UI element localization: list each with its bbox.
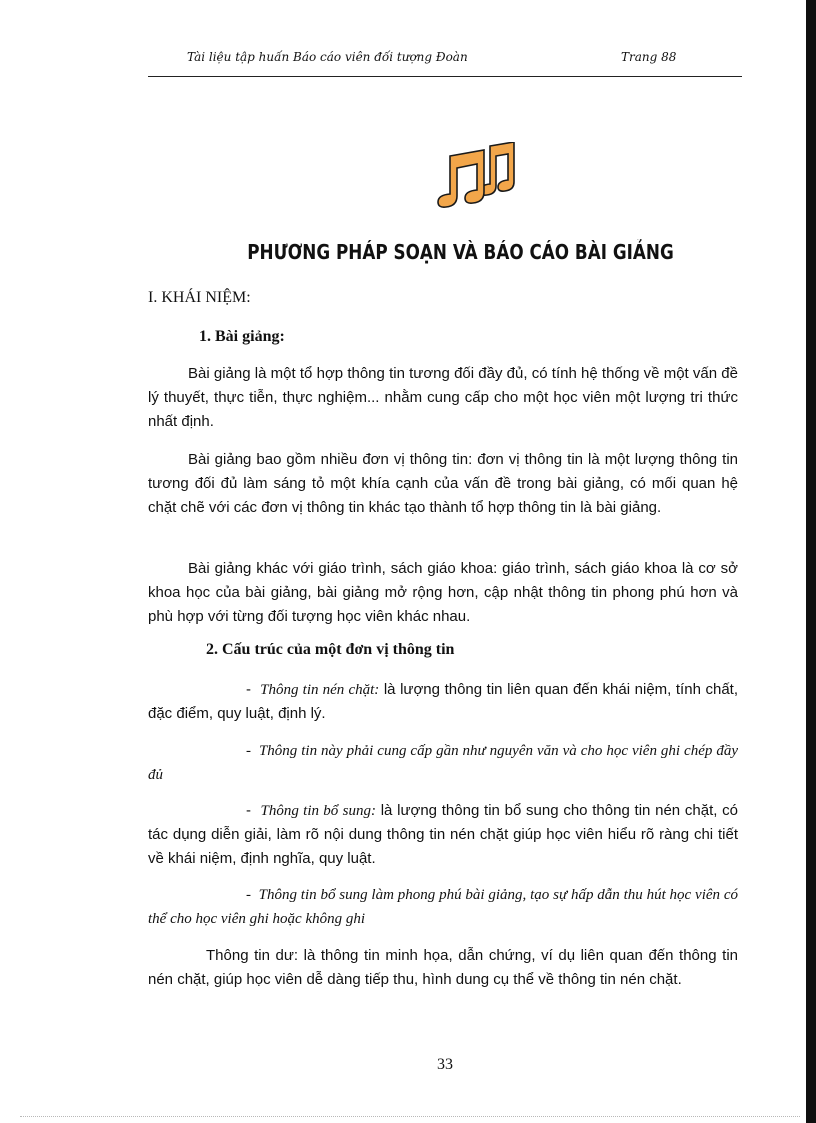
list-item-supplementary-note	[148, 883, 738, 931]
list-item-supplementary-info	[148, 799, 738, 871]
page-number: 33	[437, 1056, 453, 1073]
list-item-text: Thông tin này phải cung cấp gần như nguyên văn và cho học viên ghi chép đầy đủ	[148, 743, 738, 783]
list-dash: -	[246, 743, 251, 759]
list-item-compressed-note	[148, 739, 738, 787]
paragraph-redundant-info: Thông tin dư: là thông tin minh họa, dẫn chứng, ví dụ liên quan đến thông tin nén chặt, giúp học viên dễ dàng tiếp thu, hình dung cụ thể về thông tin nén chặt.	[148, 947, 738, 988]
subheading-info-unit-structure: 2. Cấu trúc của một đơn vị thông tin	[206, 641, 455, 658]
list-dash: -	[246, 887, 251, 903]
page-shadow-right	[806, 0, 816, 1123]
header-rule	[148, 76, 742, 77]
subheading-lecture: 1. Bài giảng:	[199, 328, 285, 345]
paragraph-lecture-units: Bài giảng bao gồm nhiều đơn vị thông tin: đơn vị thông tin là một lượng thông tin tương đối đủ làm sáng tỏ một khía cạnh của vấn đề trong bài giảng, có mối quan hệ chặt chẽ với các đơn vị thông tin khác tạo thành tổ hợp thông tin là bài giảng.	[148, 451, 738, 516]
list-item-compressed-info	[148, 678, 738, 726]
section-heading-concepts: I. KHÁI NIỆM:	[148, 289, 251, 306]
list-dash: -	[246, 681, 251, 698]
list-item-text: là lượng thông tin liên quan đến khái niệm, tính chất, đặc điểm, quy luật, định lý.	[148, 681, 739, 722]
term-compressed-info: Thông tin nén chặt:	[260, 682, 380, 698]
list-item-text: Thông tin bổ sung làm phong phú bài giảng, tạo sự hấp dẫn thu hút học viên có thể cho học viên ghi hoặc không ghi	[148, 887, 738, 927]
header-document-title: Tài liệu tập huấn Báo cáo viên đối tượng Đoàn	[187, 50, 468, 64]
paragraph-lecture-vs-textbook: Bài giảng khác với giáo trình, sách giáo khoa: giáo trình, sách giáo khoa là cơ sở khoa học của bài giảng, bài giảng mở rộng hơn, cập nhật thông tin phong phú hơn và phù hợp với từng đối tượng học viên khác nhau.	[148, 560, 738, 625]
music-notes-icon	[428, 142, 520, 208]
page-bottom-border	[20, 1116, 800, 1117]
list-item-text: là lượng thông tin bổ sung cho thông tin nén chặt, có tác dụng diễn giải, làm rõ nội dung thông tin nén chặt giúp học viên hiểu rõ ràng chi tiết về khái niệm, định nghĩa, quy luật.	[148, 802, 738, 867]
page-title: PHƯƠNG PHÁP SOẠN VÀ BÁO CÁO BÀI GIẢNG	[247, 240, 674, 264]
list-dash: -	[246, 802, 251, 819]
header-page-label: Trang 88	[621, 50, 677, 64]
term-supplementary-info: Thông tin bổ sung:	[260, 803, 376, 819]
paragraph-lecture-definition: Bài giảng là một tổ hợp thông tin tương đối đầy đủ, có tính hệ thống về một vấn đề lý thuyết, thực tiễn, thực nghiệm... nhằm cung cấp cho một học viên một lượng tri thức nhất định.	[148, 365, 738, 430]
